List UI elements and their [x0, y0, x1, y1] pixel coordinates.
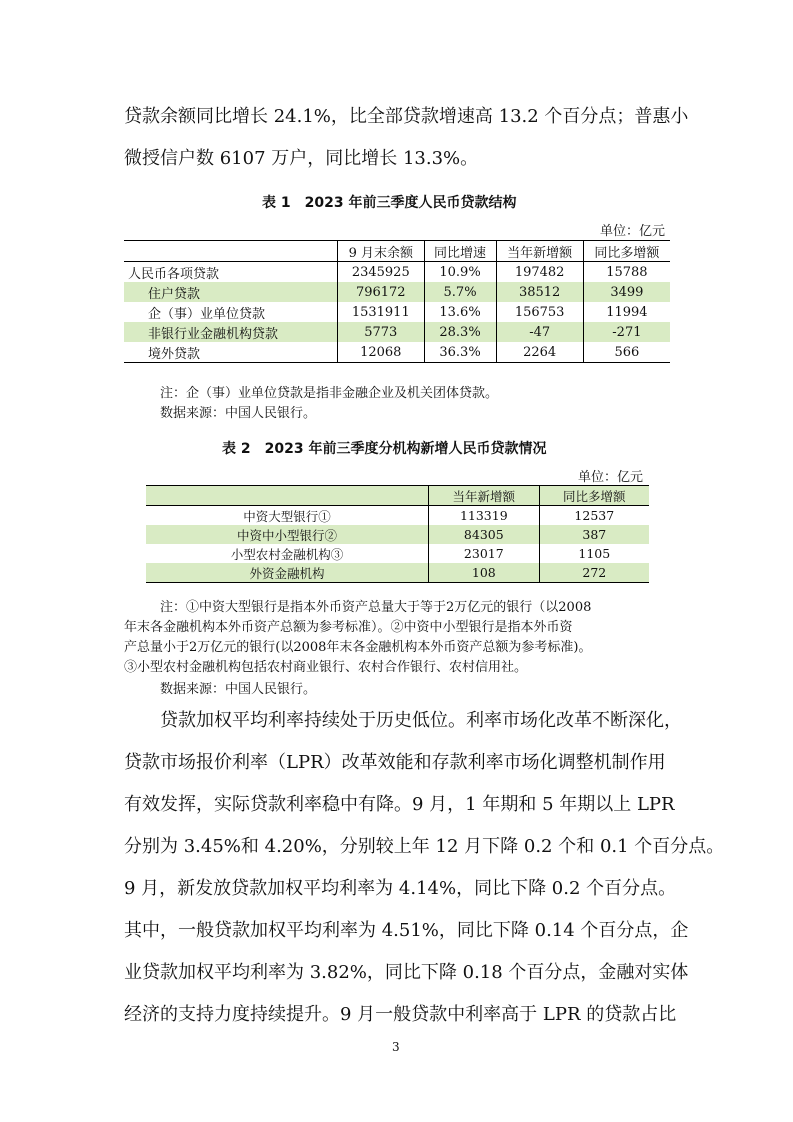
table-row	[146, 544, 649, 563]
table-row	[124, 262, 670, 283]
table2-note-line: 注：①中资大型银行是指本外币资产总量大于等于2万亿元的银行（以2008	[160, 600, 592, 615]
table1-unit: 单位：亿元	[600, 224, 666, 239]
table-cell: 36.3%	[424, 342, 496, 363]
table-cell: 272	[539, 563, 649, 583]
table-cell: 2264	[496, 342, 583, 363]
table-cell: 12537	[539, 506, 649, 526]
text-line: 经济的支持力度持续提升。9 月一般贷款中利率高于 LPR 的贷款占比	[124, 1004, 677, 1025]
table-cell: 11994	[583, 302, 670, 322]
table-cell: 2345925	[338, 262, 425, 283]
table2	[146, 485, 649, 583]
text-line: 贷款余额同比增长 24.1%，比全部贷款增速高 13.2 个百分点；普惠小	[124, 106, 689, 127]
text-line: 其中，一般贷款加权平均利率为 4.51%，同比下降 0.14 个百分点，企	[124, 920, 689, 941]
table-header-row	[124, 241, 670, 262]
table-row	[124, 342, 670, 363]
table2-note-line: 产总量小于2万亿元的银行(以2008年末各金融机构本外币资产总额为参考标准)。	[124, 640, 592, 655]
table-header-cell: 当年新增额	[496, 241, 583, 262]
table-cell: 10.9%	[424, 262, 496, 283]
table-cell: 15788	[583, 262, 670, 283]
table-cell: 108	[429, 563, 540, 583]
table-cell: 5.7%	[424, 282, 496, 302]
table-cell: 566	[583, 342, 670, 363]
table-header-cell: 9 月末余额	[338, 241, 425, 262]
table-cell: 38512	[496, 282, 583, 302]
text-line: 贷款加权平均利率持续处于历史低位。利率市场化改革不断深化，	[160, 710, 682, 731]
table-header-cell: 当年新增额	[429, 486, 540, 506]
table-row	[146, 506, 649, 526]
table-row	[146, 525, 649, 544]
table-cell: 156753	[496, 302, 583, 322]
table1-source: 数据来源：中国人民银行。	[160, 406, 317, 421]
table-cell: 197482	[496, 262, 583, 283]
row-label: 中资中小型银行②	[146, 525, 429, 544]
table-cell: 12068	[338, 342, 425, 363]
table-header-cell: 同比多增额	[583, 241, 670, 262]
table-header-cell	[124, 241, 338, 262]
table2-unit: 单位：亿元	[578, 470, 644, 485]
table-header-cell	[146, 486, 429, 506]
row-label: 境外贷款	[148, 346, 201, 362]
page-number: 3	[392, 1040, 400, 1054]
table-row	[124, 302, 670, 322]
table-cell: 28.3%	[424, 322, 496, 342]
table-header-cell: 同比多增额	[539, 486, 649, 506]
text-line: 贷款市场报价利率（LPR）改革效能和存款利率市场化调整机制作用	[124, 752, 666, 773]
row-label: 中资大型银行①	[243, 508, 331, 524]
table-cell: 3499	[583, 282, 670, 302]
row-label: 非银行业金融机构贷款	[124, 322, 338, 342]
row-label: 小型农村金融机构③	[230, 546, 344, 562]
row-label: 外资金融机构	[146, 563, 429, 583]
row-label: 企（事）业单位贷款	[148, 306, 266, 322]
table-cell: 796172	[338, 282, 425, 302]
table-row	[124, 282, 670, 302]
table2-note-line: ③小型农村金融机构包括农村商业银行、农村合作银行、农村信用社。	[124, 660, 528, 675]
text-line: 业贷款加权平均利率为 3.82%，同比下降 0.18 个百分点，金融对实体	[124, 962, 689, 983]
table-cell: 5773	[338, 322, 425, 342]
row-label: 人民币各项贷款	[128, 266, 220, 282]
table2-caption: 表 2 2023 年前三季度分机构新增人民币贷款情况	[222, 441, 547, 457]
body-paragraph	[124, 700, 725, 1036]
table-cell: 84305	[429, 525, 540, 544]
intro-paragraph	[124, 96, 689, 180]
table-cell: 23017	[429, 544, 540, 563]
table-cell: -47	[496, 322, 583, 342]
table2-note-line: 年末各金融机构本外币资产总额为参考标准）。②中资中小型银行是指本外币资	[124, 620, 573, 635]
table1-caption: 表 1 2023 年前三季度人民币贷款结构	[262, 195, 517, 211]
table-row	[146, 563, 649, 583]
table2-source: 数据来源：中国人民银行。	[160, 682, 317, 697]
table-header-cell: 同比增速	[424, 241, 496, 262]
table-cell: -271	[583, 322, 670, 342]
table-cell: 1105	[539, 544, 649, 563]
text-line: 分别为 3.45%和 4.20%，分别较上年 12 月下降 0.2 个和 0.1 个百分点。	[124, 836, 725, 857]
table-row	[124, 322, 670, 342]
table-cell: 387	[539, 525, 649, 544]
table-cell: 113319	[429, 506, 540, 526]
table-cell: 13.6%	[424, 302, 496, 322]
text-line: 9 月，新发放贷款加权平均利率为 4.14%，同比下降 0.2 个百分点。	[124, 878, 677, 899]
row-label: 住户贷款	[124, 282, 338, 302]
table1	[124, 240, 670, 363]
table-header-row	[146, 486, 649, 506]
text-line: 微授信户数 6107 万户，同比增长 13.3%。	[124, 148, 479, 169]
table1-note: 注：企（事）业单位贷款是指非金融企业及机关团体贷款。	[160, 386, 499, 401]
text-line: 有效发挥，实际贷款利率稳中有降。9 月，1 年期和 5 年期以上 LPR	[124, 794, 675, 815]
table-cell: 1531911	[338, 302, 425, 322]
